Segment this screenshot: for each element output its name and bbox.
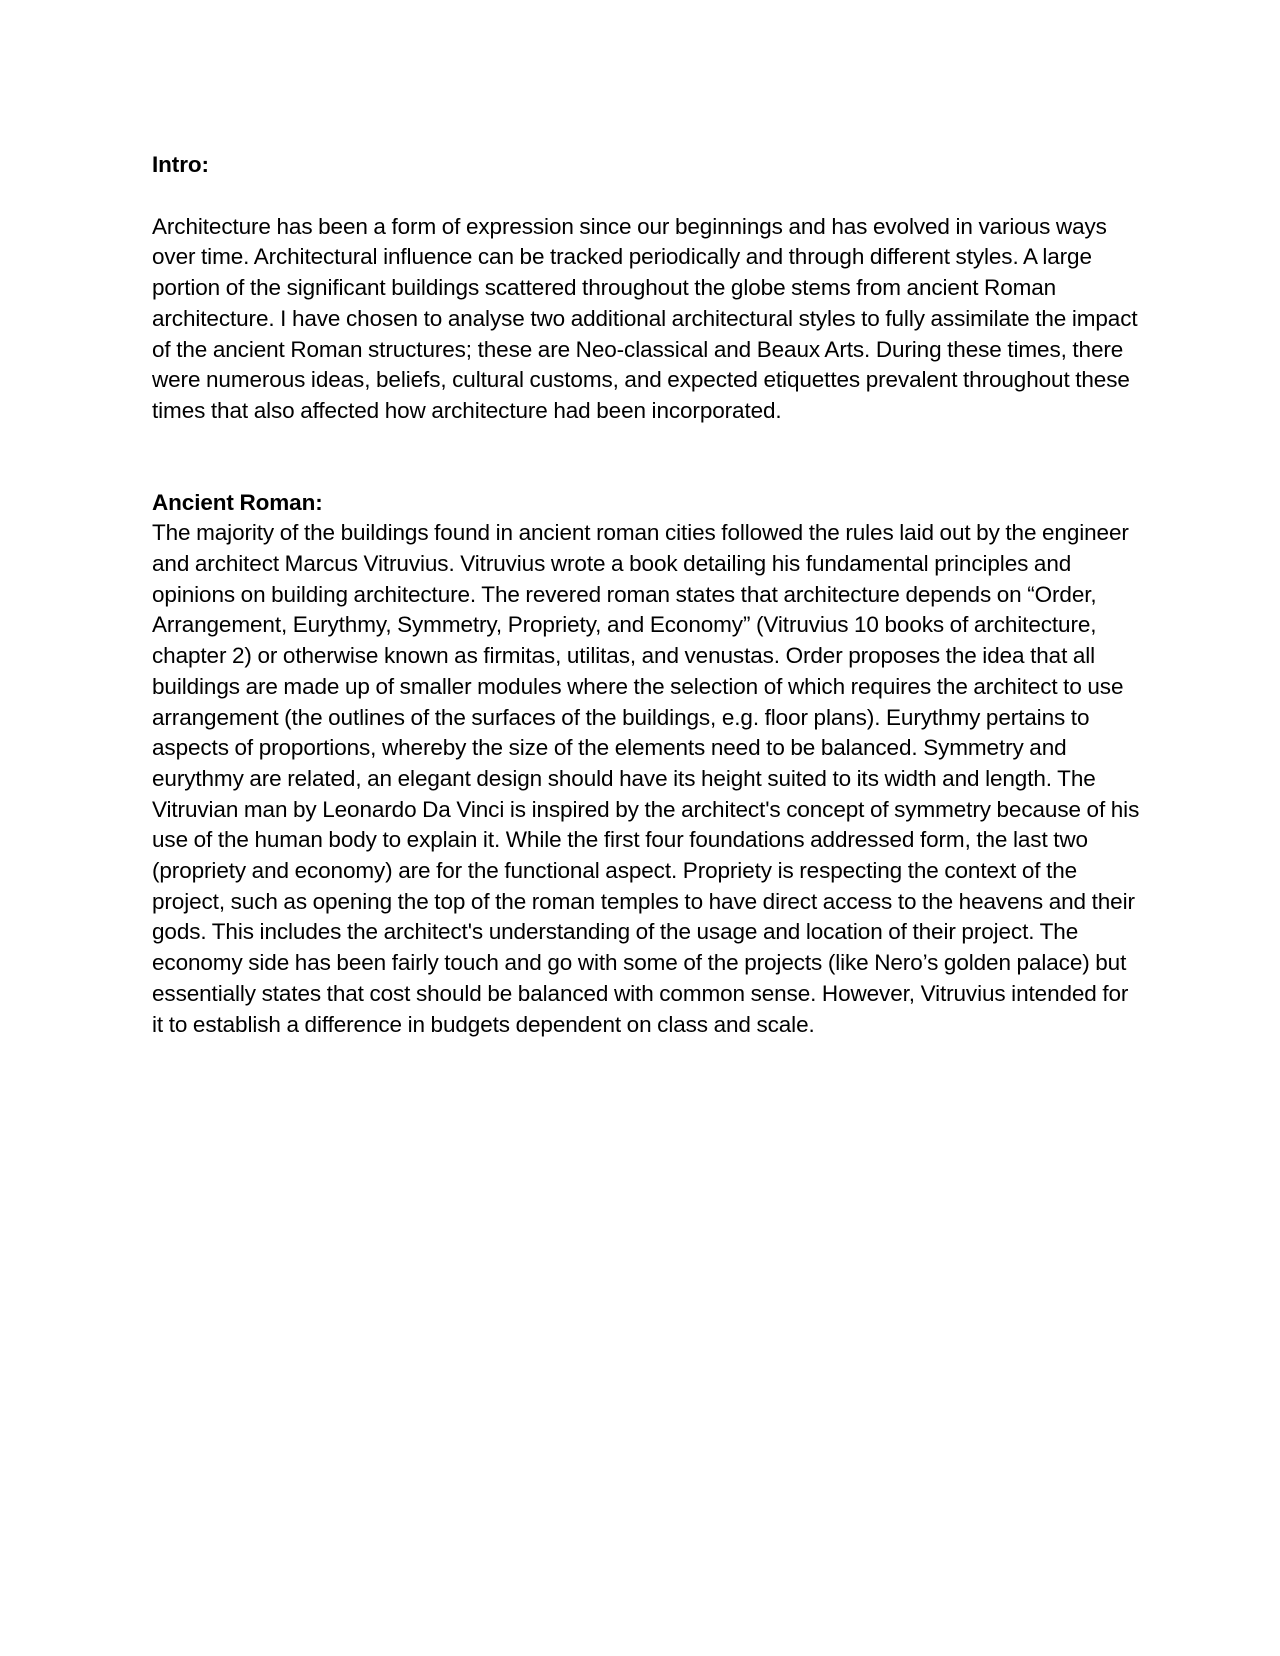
section-paragraph-ancient-roman: The majority of the buildings found in ancient roman cities followed the rules laid out by the engineer and architect Marcus Vitruvius. Vitruvius wrote a book detailing his fundamental principles and opinions on building architecture. The revered roman states that architecture depends on “Order, Arrangement, Eurythmy, Symmetry, Propriety, and Economy” (Vitruvius 10 books of architecture, chapter 2) or otherwise known as firmitas, utilitas, and venustas. Order proposes the idea that all buildings are made up of smaller modules where the selection of which requires the architect to use arrangement (the outlines of the surfaces of the buildings, e.g. floor plans). Eurythmy pertains to aspects of proportions, whereby the size of the elements need to be balanced. Symmetry and eurythmy are related, an elegant design should have its height suited to its width and length. The Vitruvian man by Leonardo Da Vinci is inspired by the architect's concept of symmetry because of his use of the human body to explain it. While the first four foundations addressed form, the last two (propriety and economy) are for the functional aspect. Propriety is respecting the context of the project, such as opening the top of the roman temples to have direct access to the heavens and their gods. This includes the architect's understanding of the usage and location of their project. The economy side has been fairly touch and go with some of the projects (like Nero’s golden palace) but essentially states that cost should be balanced with common sense. However, Vitruvius intended for it to establish a difference in budgets dependent on class and scale.: [152, 520, 1140, 1037]
section-spacer: [152, 427, 1142, 488]
document-body: [152, 150, 1142, 1040]
section-heading-intro: Intro:: [152, 152, 209, 177]
section-paragraph-intro: Architecture has been a form of expression since our beginnings and has evolved in various ways over time. Architectural influence can be tracked periodically and through different styles. A large portion of the significant buildings scattered throughout the globe stems from ancient Roman architecture. I have chosen to analyse two additional architectural styles to fully assimilate the impact of the ancient Roman structures; these are Neo-classical and Beaux Arts. During these times, there were numerous ideas, beliefs, cultural customs, and expected etiquettes prevalent throughout these times that also affected how architecture had been incorporated.: [152, 213, 1138, 423]
section-heading-ancient-roman: Ancient Roman:: [152, 489, 323, 515]
